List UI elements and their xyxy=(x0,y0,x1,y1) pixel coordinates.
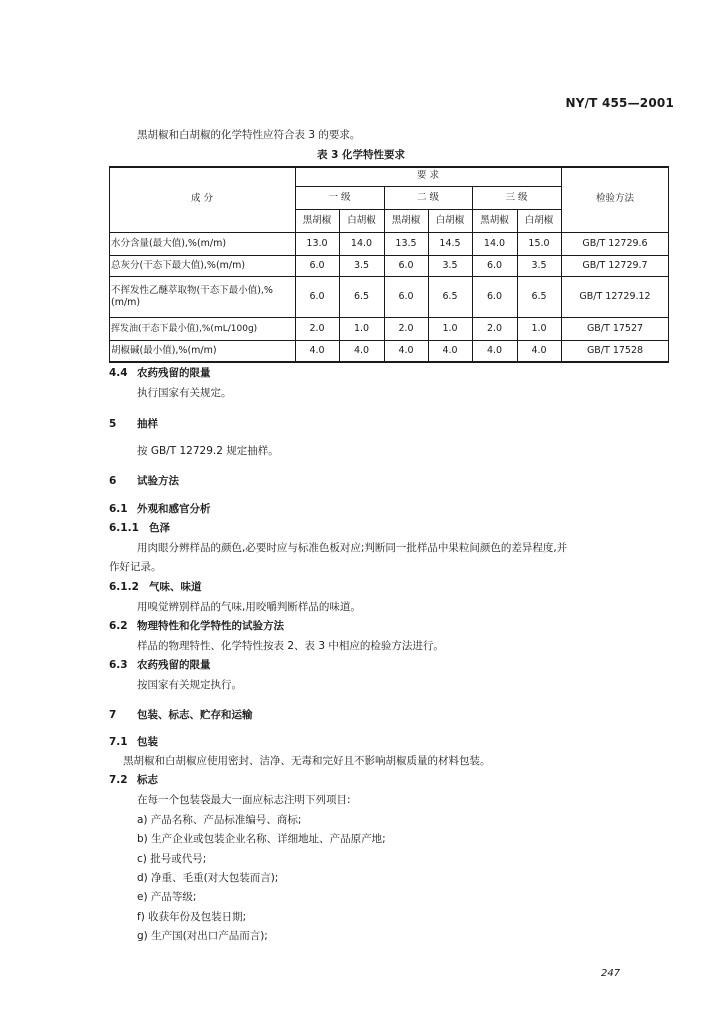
list-item: c) 批号或代号; xyxy=(137,853,207,865)
section-heading: 5 抽样 xyxy=(109,418,158,430)
table-cell: 3.5 xyxy=(353,259,370,271)
row-method: GB/T 17527 xyxy=(586,322,644,334)
list-item: a) 产品名称、产品标准编号、商标; xyxy=(137,814,302,826)
pepper-type-header: 黑胡椒 xyxy=(480,214,509,226)
table-cell: 6.5 xyxy=(353,290,370,302)
table-cell: 1.0 xyxy=(353,322,370,334)
table-cell: 4.0 xyxy=(353,344,370,356)
chemical-properties-table xyxy=(109,166,669,362)
pepper-type-header: 白胡椒 xyxy=(524,214,554,226)
grade-header: 一 级 xyxy=(328,191,351,203)
table-cell: 15.0 xyxy=(528,237,550,249)
row-component: 总灰分(干态下最大值),%(m/m) xyxy=(111,259,246,271)
row-component: 挥发油(干态下最小值),%(mL/100g) xyxy=(111,323,258,334)
row-method: GB/T 12729.7 xyxy=(582,259,648,271)
pepper-type-header: 白胡椒 xyxy=(435,214,465,226)
requirement-header: 要 求 xyxy=(416,170,440,181)
table-cell: 1.0 xyxy=(531,322,547,334)
row-component: 胡椒碱(最小值),%(m/m) xyxy=(111,344,217,356)
table-cell: 6.0 xyxy=(486,259,503,271)
table-cell: 14.0 xyxy=(483,237,506,249)
table-cell: 6.0 xyxy=(398,290,414,302)
table-cell: 6.0 xyxy=(309,259,325,271)
intro-text: 黑胡椒和白胡椒的化学特性应符合表 3 的要求。 xyxy=(137,129,361,141)
section-body: 执行国家有关规定。 xyxy=(137,387,232,399)
row-method: GB/T 12729.12 xyxy=(579,290,651,302)
table-cell: 2.0 xyxy=(309,322,325,334)
table-cell: 6.0 xyxy=(309,290,325,302)
table-cell: 6.5 xyxy=(442,290,458,302)
section-heading: 6.1 外观和感官分析 xyxy=(109,503,211,515)
grade-header: 二 级 xyxy=(416,191,440,203)
section-body: 按国家有关规定执行。 xyxy=(137,679,242,691)
section-body: 在每一个包装袋最大一面应标志注明下列项目: xyxy=(137,794,351,806)
row-component: 水分含量(最大值),%(m/m) xyxy=(111,237,227,249)
table-cell: 4.0 xyxy=(398,344,414,356)
table-cell: 14.0 xyxy=(350,237,373,249)
component-header: 成 分 xyxy=(190,193,214,204)
table-cell: 3.5 xyxy=(531,259,547,271)
section-heading: 4.4 农药残留的限量 xyxy=(109,367,211,379)
table-cell: 4.0 xyxy=(442,344,458,356)
table-rule xyxy=(109,361,669,363)
table-cell: 1.0 xyxy=(442,322,458,334)
section-body: 黑胡椒和白胡椒应使用密封、洁净、无毒和完好且不影响胡椒质量的材料包装。 xyxy=(123,755,491,767)
row-method: GB/T 17528 xyxy=(586,344,644,356)
list-item: b) 生产企业或包装企业名称、详细地址、产品原产地; xyxy=(137,833,386,845)
table-cell: 2.0 xyxy=(486,322,503,334)
section-heading: 6 试验方法 xyxy=(109,475,179,487)
grade-header: 三 级 xyxy=(505,191,528,203)
section-body: 按 GB/T 12729.2 规定抽样。 xyxy=(137,445,279,457)
list-item: d) 净重、毛重(对大包装而言); xyxy=(137,872,279,884)
table-cell: 4.0 xyxy=(531,344,547,356)
pepper-type-header: 黑胡椒 xyxy=(391,214,421,226)
section-body: 样品的物理特性、化学特性按表 2、表 3 中相应的检验方法进行。 xyxy=(137,640,444,652)
method-header: 检验方法 xyxy=(595,193,634,204)
pepper-type-header: 黑胡椒 xyxy=(302,214,332,226)
section-body: 用嗅觉辨别样品的气味,用咬嚼判断样品的味道。 xyxy=(137,601,361,613)
list-item: f) 收获年份及包装日期; xyxy=(137,911,247,923)
table-cell: 13.0 xyxy=(306,237,328,249)
table-cell: 2.0 xyxy=(398,322,414,334)
list-item: e) 产品等级; xyxy=(137,891,197,903)
section-heading: 7.2 标志 xyxy=(109,774,158,786)
standard-code: NY/T 455—2001 xyxy=(565,96,674,110)
section-body: 用肉眼分辨样品的颜色,必要时应与标准色板对应;判断同一批样品中果粒间颜色的差异程度,并 xyxy=(137,542,568,554)
table-cell: 6.0 xyxy=(398,259,414,271)
section-heading: 7.1 包装 xyxy=(109,736,158,748)
table-cell: 6.5 xyxy=(531,290,547,302)
table-cell: 4.0 xyxy=(309,344,325,356)
row-method: GB/T 12729.6 xyxy=(582,237,648,249)
list-item: g) 生产国(对出口产品而言); xyxy=(137,930,268,942)
table-cell: 4.0 xyxy=(486,344,503,356)
table-caption: 表 3 化学特性要求 xyxy=(316,149,406,161)
section-heading: 6.1.1 色泽 xyxy=(109,522,170,534)
section-heading: 6.1.2 气味、味道 xyxy=(109,581,202,593)
table-cell: 3.5 xyxy=(442,259,458,271)
table-cell: 6.0 xyxy=(486,290,503,302)
page-number: 247 xyxy=(601,968,621,979)
row-component: 不挥发性乙醚萃取物(干态下最小值),%(m/m) xyxy=(111,284,273,308)
table-cell: 13.5 xyxy=(395,237,417,249)
section-body: 作好记录。 xyxy=(109,561,162,573)
table-cell: 14.5 xyxy=(439,237,461,249)
section-heading: 7 包装、标志、贮存和运输 xyxy=(109,709,253,721)
pepper-type-header: 白胡椒 xyxy=(347,214,376,226)
section-heading: 6.3 农药残留的限量 xyxy=(109,659,211,671)
section-heading: 6.2 物理特性和化学特性的试验方法 xyxy=(109,620,284,632)
